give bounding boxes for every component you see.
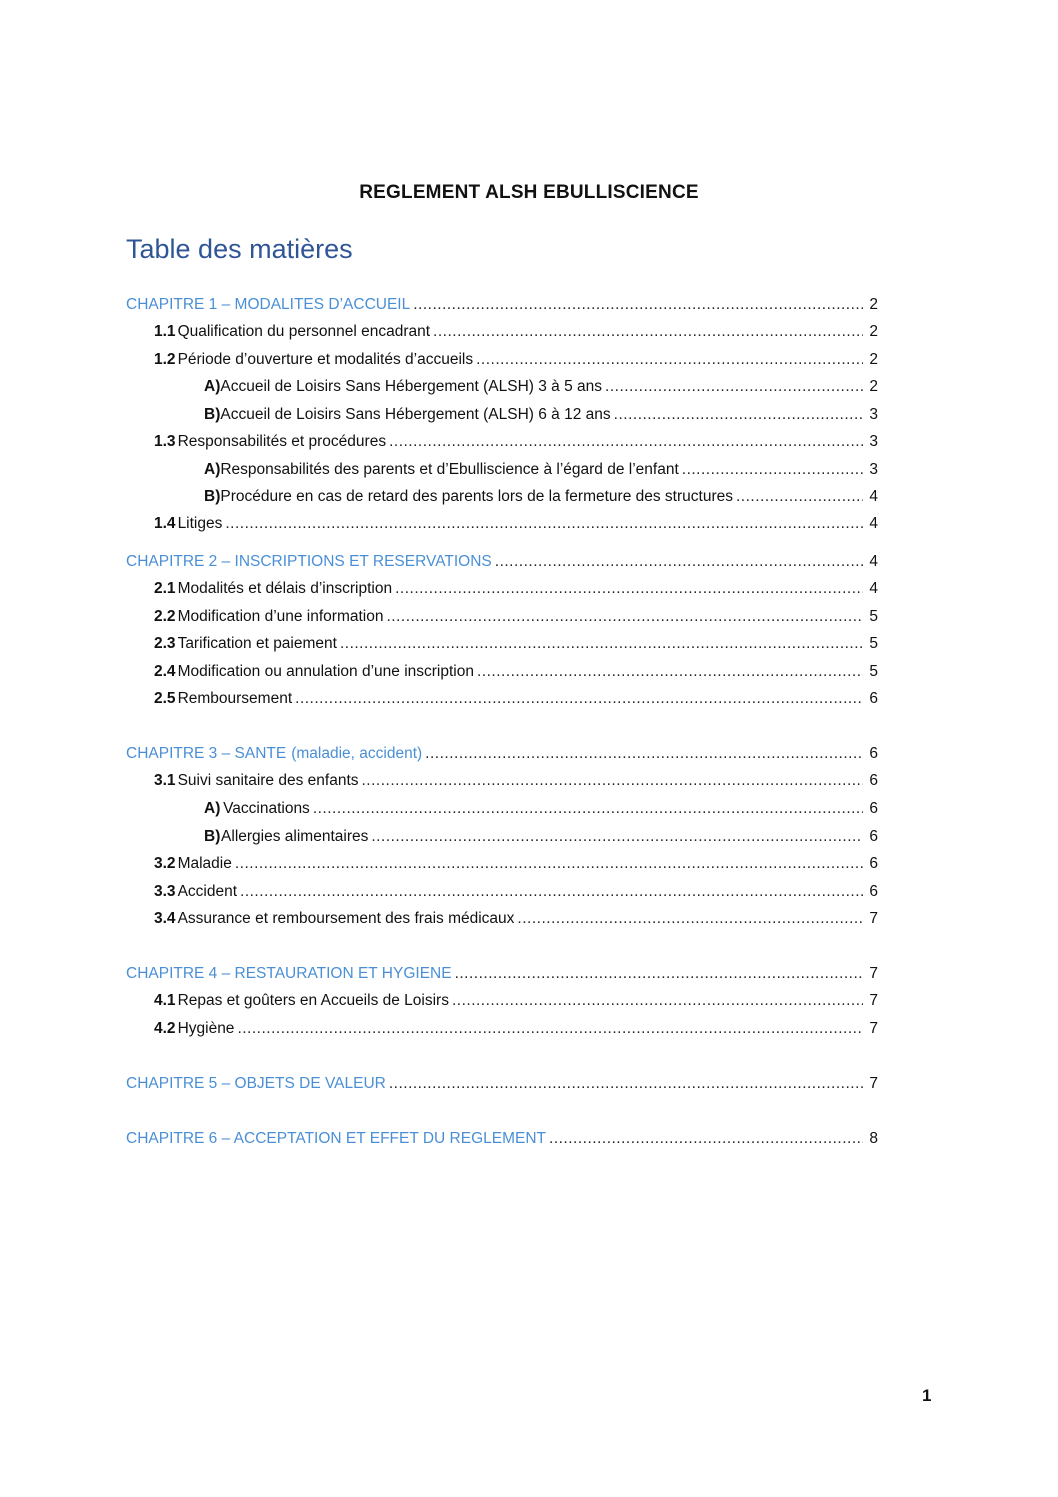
toc-section-entry[interactable]	[154, 690, 878, 714]
toc-entry-label: CHAPITRE 1 – MODALITES D’ACCUEIL	[126, 296, 411, 313]
toc-section-entry[interactable]	[154, 635, 878, 659]
toc-subsection-entry[interactable]	[204, 800, 878, 824]
toc-entry-number: A)	[204, 461, 221, 478]
toc-entry-label: Suivi sanitaire des enfants	[177, 772, 359, 789]
toc-entry-number: 3.2	[154, 855, 176, 872]
toc-page-number: 5	[869, 663, 878, 680]
toc-section-entry[interactable]	[154, 351, 878, 375]
toc-page-number: 6	[869, 828, 878, 845]
toc-page-number: 7	[869, 992, 878, 1009]
toc-section-entry[interactable]	[154, 663, 878, 687]
toc-entry-number: 1.1	[154, 323, 176, 340]
toc-section-entry[interactable]	[154, 910, 878, 934]
toc-subsection-entry[interactable]	[204, 378, 878, 402]
toc-entry-number: A)	[204, 378, 221, 395]
toc-chapter-entry[interactable]	[126, 1075, 878, 1099]
toc-section-entry[interactable]	[154, 515, 878, 539]
toc-entry-label: Période d’ouverture et modalités d’accueils	[177, 351, 474, 368]
toc-dot-leader	[455, 965, 863, 983]
toc-dot-leader	[371, 828, 863, 846]
toc-chapter-entry[interactable]	[126, 745, 878, 769]
toc-page-number: 6	[869, 772, 878, 789]
toc-page-number: 5	[869, 608, 878, 625]
toc-page-number: 2	[869, 351, 878, 368]
toc-subsection-entry[interactable]	[204, 828, 878, 852]
toc-page-number: 2	[869, 323, 878, 340]
toc-page-number: 7	[869, 910, 878, 927]
toc-entry-number: 1.3	[154, 433, 176, 450]
toc-entry-number: 2.3	[154, 635, 176, 652]
toc-entry-label: CHAPITRE 4 – RESTAURATION ET HYGIENE	[126, 965, 452, 982]
toc-dot-leader	[386, 608, 863, 626]
toc-page-number: 2	[869, 296, 878, 313]
toc-page-number: 7	[869, 965, 878, 982]
toc-page-number: 4	[869, 553, 878, 570]
toc-entry-label: Remboursement	[177, 690, 293, 707]
toc-section-entry[interactable]	[154, 608, 878, 632]
toc-entry-label: Responsabilités et procédures	[177, 433, 387, 450]
toc-page-number: 3	[869, 461, 878, 478]
toc-page-number: 6	[869, 745, 878, 762]
toc-dot-leader	[605, 378, 863, 396]
toc-dot-leader	[362, 772, 864, 790]
toc-chapter-entry[interactable]	[126, 553, 878, 577]
toc-entry-number: 2.4	[154, 663, 176, 680]
toc-page-number: 3	[869, 433, 878, 450]
toc-subsection-entry[interactable]	[204, 406, 878, 430]
toc-entry-label: CHAPITRE 2 – INSCRIPTIONS ET RESERVATIONS	[126, 553, 492, 570]
toc-section-entry[interactable]	[154, 323, 878, 347]
toc-page-number: 3	[869, 406, 878, 423]
toc-entry-label: Assurance et remboursement des frais médicaux	[177, 910, 515, 927]
toc-page-number: 8	[869, 1130, 878, 1147]
toc-dot-leader	[476, 351, 863, 369]
toc-entry-label: CHAPITRE 6 – ACCEPTATION ET EFFET DU REGLEMENT	[126, 1130, 547, 1147]
toc-entry-label: Repas et goûters en Accueils de Loisirs	[177, 992, 449, 1009]
toc-dot-leader	[549, 1130, 863, 1148]
toc-entry-label: Accueil de Loisirs Sans Hébergement (ALSH) 3 à 5 ans	[220, 378, 603, 395]
toc-section-entry[interactable]	[154, 433, 878, 457]
toc-entry-label: Accident	[177, 883, 238, 900]
toc-page-number: 2	[869, 378, 878, 395]
toc-page-number: 6	[869, 800, 878, 817]
toc-entry-number: 2.1	[154, 580, 176, 597]
toc-dot-leader	[495, 553, 863, 571]
toc-entry-number: 4.1	[154, 992, 176, 1009]
toc-entry-label: Modification d’une information	[177, 608, 384, 625]
toc-entry-label: Tarification et paiement	[177, 635, 337, 652]
toc-entry-number: 4.2	[154, 1020, 176, 1037]
toc-dot-leader	[425, 745, 863, 763]
toc-dot-leader	[389, 1075, 863, 1093]
toc-entry-number: A)	[204, 800, 221, 817]
toc-page-number: 4	[869, 488, 878, 505]
toc-dot-leader	[240, 883, 863, 901]
toc-entry-label: Hygiène	[177, 1020, 235, 1037]
page-number: 1	[922, 1386, 932, 1405]
toc-page-number: 6	[869, 690, 878, 707]
toc-dot-leader	[736, 488, 863, 506]
toc-dot-leader	[682, 461, 863, 479]
toc-entry-number: 1.2	[154, 351, 176, 368]
toc-dot-leader	[237, 1020, 863, 1038]
toc-section-entry[interactable]	[154, 883, 878, 907]
toc-entry-label: Vaccinations	[223, 800, 310, 817]
toc-dot-leader	[313, 800, 863, 818]
toc-section-entry[interactable]	[154, 992, 878, 1016]
toc-entry-label: Responsabilités des parents et d’Ebulliscience à l’égard de l’enfant	[220, 461, 679, 478]
toc-entry-label: Accueil de Loisirs Sans Hébergement (ALSH) 6 à 12 ans	[220, 406, 611, 423]
toc-entry-number: 3.1	[154, 772, 176, 789]
toc-page-number: 6	[869, 855, 878, 872]
toc-entry-label: Maladie	[177, 855, 232, 872]
toc-entry-number: 2.5	[154, 690, 176, 707]
toc-section-entry[interactable]	[154, 1020, 878, 1044]
toc-page-number: 7	[869, 1020, 878, 1037]
toc-chapter-entry[interactable]	[126, 296, 878, 320]
toc-entry-label: CHAPITRE 5 – OBJETS DE VALEUR	[126, 1075, 386, 1092]
toc-dot-leader	[225, 515, 863, 533]
toc-chapter-entry[interactable]	[126, 965, 878, 989]
toc-entry-number: 3.4	[154, 910, 176, 927]
toc-dot-leader	[614, 406, 863, 424]
toc-entry-number: B)	[204, 406, 221, 423]
toc-entry-number: B)	[204, 828, 221, 845]
toc-entry-number: 3.3	[154, 883, 176, 900]
toc-entry-label: Modalités et délais d’inscription	[177, 580, 393, 597]
toc-section-entry[interactable]	[154, 772, 878, 796]
toc-section-entry[interactable]	[154, 580, 878, 604]
toc-entry-number: B)	[204, 488, 221, 505]
toc-dot-leader	[235, 855, 863, 873]
toc-dot-leader	[477, 663, 863, 681]
toc-dot-leader	[340, 635, 863, 653]
toc-page-number: 4	[869, 580, 878, 597]
toc-subsection-entry[interactable]	[204, 488, 878, 512]
toc-dot-leader	[395, 580, 863, 598]
toc-heading: Table des matières	[126, 234, 353, 264]
toc-entry-label: Procédure en cas de retard des parents lors de la fermeture des structures	[220, 488, 733, 505]
toc-dot-leader	[517, 910, 863, 928]
toc-entry-label: Litiges	[177, 515, 223, 532]
toc-page-number: 6	[869, 883, 878, 900]
toc-dot-leader	[452, 992, 863, 1010]
toc-subsection-entry[interactable]	[204, 461, 878, 485]
toc-dot-leader	[389, 433, 863, 451]
document-title: REGLEMENT ALSH EBULLISCIENCE	[359, 182, 699, 203]
toc-entry-label: CHAPITRE 3 – SANTE	[126, 745, 287, 762]
toc-entry-subtitle: (maladie, accident)	[291, 745, 423, 762]
toc-page-number: 7	[869, 1075, 878, 1092]
toc-page-number: 5	[869, 635, 878, 652]
toc-dot-leader	[433, 323, 863, 341]
toc-section-entry[interactable]	[154, 855, 878, 879]
toc-dot-leader	[413, 296, 863, 314]
toc-page-number: 4	[869, 515, 878, 532]
toc-dot-leader	[295, 690, 863, 708]
toc-entry-label: Modification ou annulation d’une inscription	[177, 663, 474, 680]
toc-entry-number: 1.4	[154, 515, 176, 532]
toc-entry-label: Qualification du personnel encadrant	[177, 323, 431, 340]
toc-chapter-entry[interactable]	[126, 1130, 878, 1154]
toc-entry-number: 2.2	[154, 608, 176, 625]
toc-entry-label: Allergies alimentaires	[221, 828, 369, 845]
